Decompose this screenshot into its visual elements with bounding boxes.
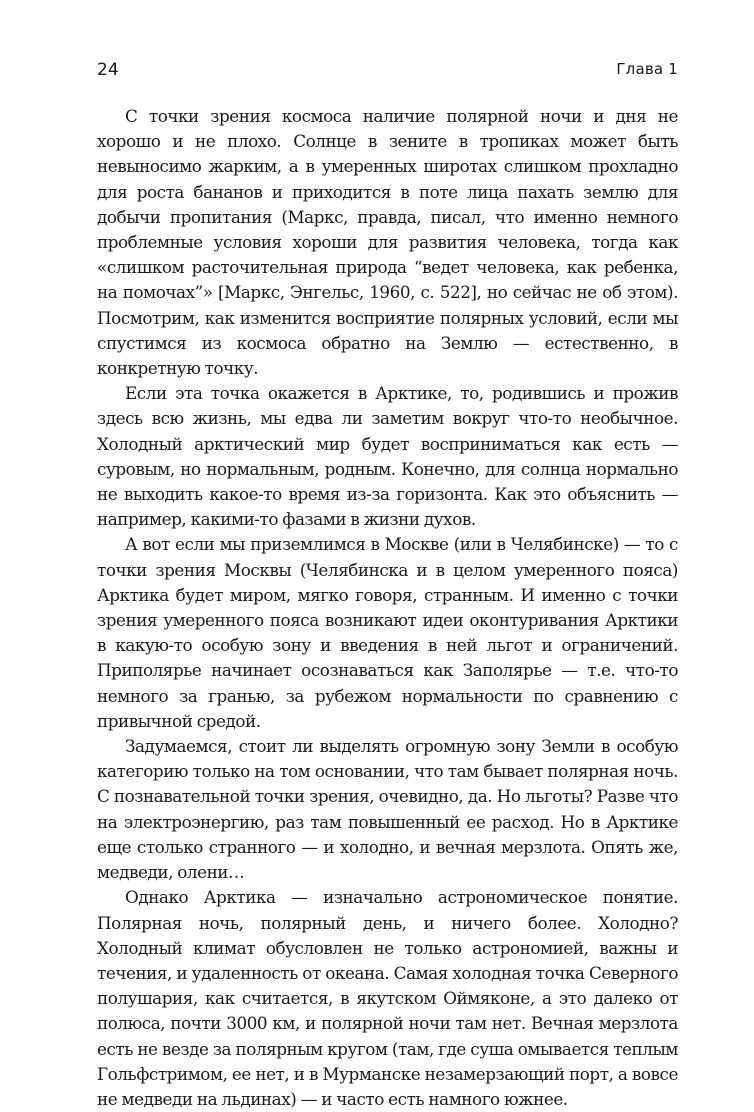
paragraph-5: Однако Арктика — изначально астрономическое понятие. Полярная ночь, полярный день, и ничего более. Холодно? Холодный климат обусловлен не только астрономией, важны и течения, и удаленность от океана. Самая холодная точка Северного полушария, как считается, в якутском Оймяконе, а это далеко от полюса, почти 3000 км, и полярной ночи там нет. Вечная мерзлота есть не везде за полярным кругом (там, где суша омывается теплым Гольфстримом, ее нет, и в Мурманске незамерзающий порт, а вовсе не медведи на льдинах) — и часто есть намного южнее.	[97, 887, 678, 1109]
page-number: 24	[97, 60, 119, 80]
running-header	[97, 60, 678, 84]
paragraph-2: Если эта точка окажется в Арктике, то, родившись и прожив здесь всю жизнь, мы едва ли заметим вокруг что-то необычное. Холодный арктический мир будет восприниматься как есть — суровым, но нормальным, родным. Конечно, для солнца нормально не выходить какое-то время из-за горизонта. Как это объяснить — например, какими-то фазами в жизни духов.	[97, 383, 678, 530]
text-body	[97, 104, 678, 1112]
chapter-title: Глава 1	[616, 60, 678, 78]
paragraph-1: С точки зрения космоса наличие полярной ночи и дня не хорошо и не плохо. Солнце в зените в тропиках может быть невыносимо жарким, а в умеренных широтах слишком прохладно для роста бананов и приходится в поте лица пахать землю для добычи пропитания (Маркс, правда, писал, что именно немного проблемные условия хороши для развития человека, тогда как «слишком расточительная природа “ведет человека, как ребенка, на помочах”» [Маркс, Энгельс, 1960, с. 522], но сейчас не об этом). Посмотрим, как изменится восприятие полярных условий, если мы спустимся из космоса обратно на Землю — естественно, в конкретную точку.	[97, 106, 678, 379]
paragraph-3: А вот если мы приземлимся в Москве (или в Челябинске) — то с точки зрения Москвы (Челябинска и в целом умеренного пояса) Арктика будет миром, мягко говоря, странным. И именно с точки зрения умеренного пояса возникают идеи оконтуривания Арктики в какую-то особую зону и введения в ней льгот и ограничений. Приполярье начинает осознаваться как Заполярье — т.е. что-то немного за гранью, за рубежом нормальности по сравнению с привычной средой.	[97, 534, 678, 731]
paragraph-4: Задумаемся, стоит ли выделять огромную зону Земли в особую категорию только на том основании, что там бывает полярная ночь. С познавательной точки зрения, очевидно, да. Но льготы? Разве что на электроэнергию, раз там повышенный ее расход. Но в Арктике еще столько странного — и холодно, и вечная мерзлота. Опять же, медведи, олени…	[97, 736, 678, 883]
